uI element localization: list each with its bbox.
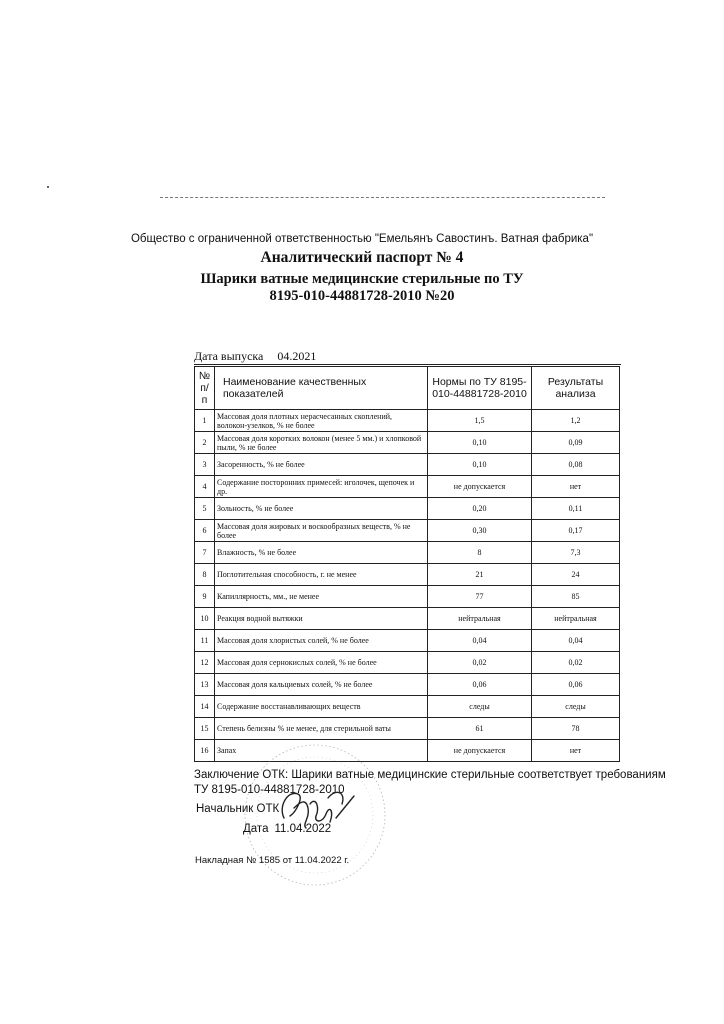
faint-stamp-circle (240, 740, 390, 890)
result-value: 7,3 (532, 542, 620, 564)
indicator-name: Содержание посторонних примесей: иголочек, щепочек и др. (215, 476, 428, 498)
table-row (195, 432, 620, 454)
table-row (195, 630, 620, 652)
row-number: 9 (195, 586, 215, 608)
indicator-name: Зольность, % не более (215, 498, 428, 520)
norm-value: 0,04 (428, 630, 532, 652)
document-title: Аналитический паспорт № 4 (260, 249, 464, 266)
row-number: 13 (195, 674, 215, 696)
norm-value: 0,20 (428, 498, 532, 520)
norm-value: 0,10 (428, 454, 532, 476)
result-value: 0,04 (532, 630, 620, 652)
scan-artifact-line (160, 197, 605, 198)
norm-value: 61 (428, 718, 532, 740)
norm-value: 1,5 (428, 410, 532, 432)
table-row (195, 608, 620, 630)
row-number: 16 (195, 740, 215, 762)
indicator-name: Массовая доля жировых и воскообразных веществ, % не более (215, 520, 428, 542)
table-row (195, 740, 620, 762)
norm-value: 0,02 (428, 652, 532, 674)
conclusion-line-1: Заключение ОТК: Шарики ватные медицинские стерильные соответствует требованиям (194, 769, 666, 781)
result-value: 85 (532, 586, 620, 608)
scan-artifact-dot (47, 186, 49, 188)
result-value: 0,06 (532, 674, 620, 696)
row-number: 14 (195, 696, 215, 718)
row-number: 11 (195, 630, 215, 652)
otk-chief-label: Начальник ОТК (196, 803, 280, 815)
result-value: следы (532, 696, 620, 718)
conclusion-line-2: ТУ 8195-010-44881728-2010 (194, 784, 345, 796)
otk-conclusion (194, 768, 666, 798)
table-row (195, 674, 620, 696)
signature-date-value: 11.04.2022 (274, 823, 332, 835)
row-number: 10 (195, 608, 215, 630)
result-value: нет (532, 740, 620, 762)
company-name: Общество с ограниченной ответственностью "Емельянъ Савостинъ. Ватная фабрика" (130, 233, 594, 245)
header-result: Результаты анализа (532, 367, 620, 410)
indicator-name: Массовая доля хлористых солей, % не более (215, 630, 428, 652)
result-value: нет (532, 476, 620, 498)
norm-value: 0,10 (428, 432, 532, 454)
row-number: 6 (195, 520, 215, 542)
norm-value: не допускается (428, 476, 532, 498)
indicator-name: Капиллярность, мм., не менее (215, 586, 428, 608)
norm-value: не допускается (428, 740, 532, 762)
result-value: 0,02 (532, 652, 620, 674)
result-value: 78 (532, 718, 620, 740)
indicator-name: Влажность, % не более (215, 542, 428, 564)
issue-date-value: 04.2021 (277, 349, 317, 363)
indicator-name: Степень белизны % не менее, для стерильной ваты (215, 718, 428, 740)
header-num: № п/п (195, 367, 215, 410)
norm-value: 21 (428, 564, 532, 586)
row-number: 2 (195, 432, 215, 454)
norm-value: 77 (428, 586, 532, 608)
issue-date-underline (194, 364, 621, 365)
result-value: нейтральная (532, 608, 620, 630)
result-value: 0,11 (532, 498, 620, 520)
table-row (195, 718, 620, 740)
result-value: 0,09 (532, 432, 620, 454)
norm-value: нейтральная (428, 608, 532, 630)
issue-date-label: Дата выпуска (194, 349, 264, 363)
indicator-name: Реакция водной вытяжки (215, 608, 428, 630)
indicator-name: Массовая доля плотных нерасчесанных скоплений, волокон-узелков, % не более (215, 410, 428, 432)
signature-date-label: Дата (243, 823, 269, 835)
product-title-line-2: 8195-010-44881728-2010 №20 (269, 288, 455, 304)
issue-date-row (194, 349, 316, 364)
table-row (195, 476, 620, 498)
header-norm: Нормы по ТУ 8195-010-44881728-2010 (428, 367, 532, 410)
row-number: 4 (195, 476, 215, 498)
row-number: 7 (195, 542, 215, 564)
row-number: 1 (195, 410, 215, 432)
result-value: 1,2 (532, 410, 620, 432)
norm-value: следы (428, 696, 532, 718)
table-row (195, 410, 620, 432)
table-row (195, 652, 620, 674)
indicator-name: Массовая доля коротких волокон (менее 5 мм.) и хлопковой пыли, % не более (215, 432, 428, 454)
indicator-name: Запах (215, 740, 428, 762)
table-row (195, 696, 620, 718)
indicator-name: Поглотительная способность, г. не менее (215, 564, 428, 586)
header-name: Наименование качественных показателей (215, 367, 428, 410)
result-value: 0,08 (532, 454, 620, 476)
indicator-name: Массовая доля сернокислых солей, % не более (215, 652, 428, 674)
invoice-reference: Накладная № 1585 от 11.04.2022 г. (195, 855, 350, 866)
row-number: 15 (195, 718, 215, 740)
indicator-name: Содержание восстанавливающих веществ (215, 696, 428, 718)
norm-value: 0,06 (428, 674, 532, 696)
table-row (195, 542, 620, 564)
table-header-row (195, 367, 620, 410)
row-number: 5 (195, 498, 215, 520)
quality-indicators-table (194, 366, 620, 762)
norm-value: 0,30 (428, 520, 532, 542)
row-number: 3 (195, 454, 215, 476)
row-number: 8 (195, 564, 215, 586)
norm-value: 8 (428, 542, 532, 564)
indicator-name: Массовая доля кальциевых солей, % не более (215, 674, 428, 696)
result-value: 0,17 (532, 520, 620, 542)
signature-date-row (243, 823, 331, 835)
result-value: 24 (532, 564, 620, 586)
row-number: 12 (195, 652, 215, 674)
table-row (195, 520, 620, 542)
table-row (195, 498, 620, 520)
product-title-line-1: Шарики ватные медицинские стерильные по ТУ (200, 271, 524, 287)
table-row (195, 586, 620, 608)
table-row (195, 564, 620, 586)
indicator-name: Засоренность, % не более (215, 454, 428, 476)
table-row (195, 454, 620, 476)
